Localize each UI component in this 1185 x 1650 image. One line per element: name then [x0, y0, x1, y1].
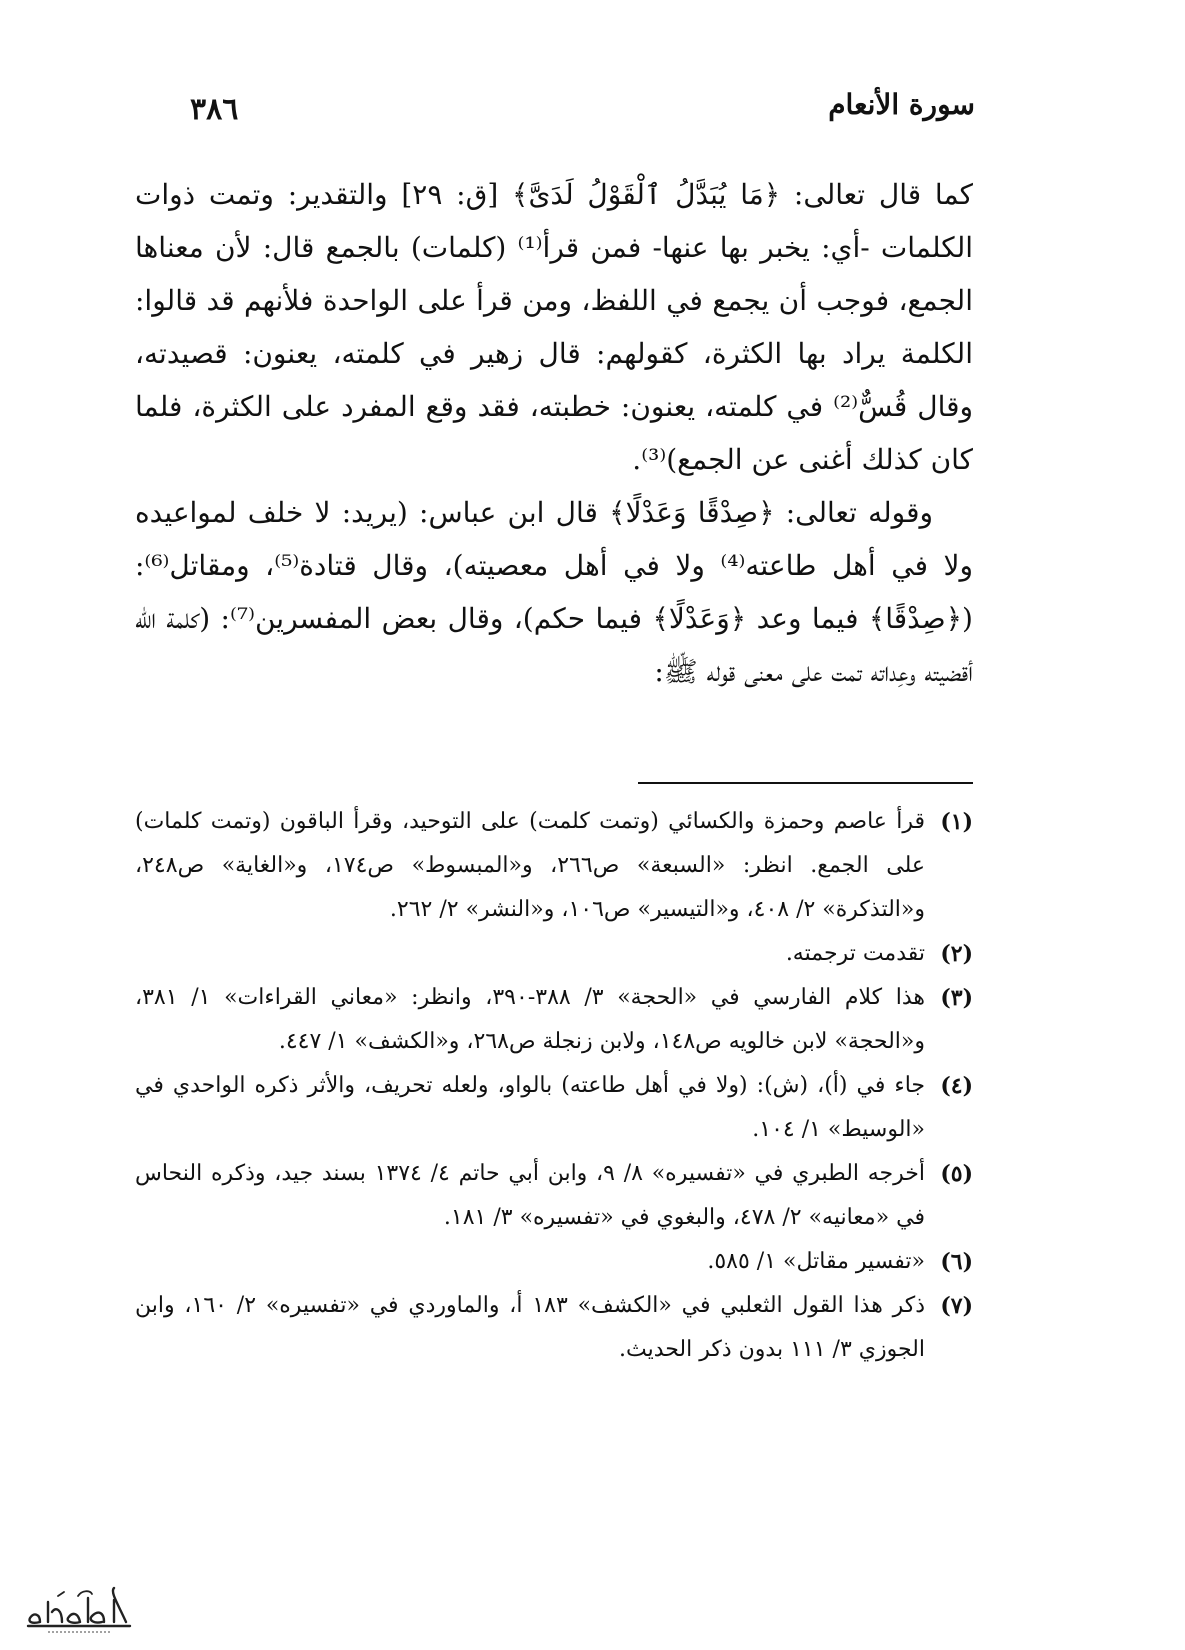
footnote-number: (٧) [940, 1293, 973, 1319]
footnote-2 [135, 932, 973, 976]
footnote-number: (٥) [940, 1161, 973, 1187]
footnote-6 [135, 1240, 973, 1284]
footnote-number: (٢) [940, 941, 973, 967]
footnote-text: أخرجه الطبري في «تفسيره» ٨/ ٩، وابن أبي حاتم ٤/ ١٣٧٤ بسند جيد، وذكره النحاس في «معانيه» ٢/ ٤٧٨، والبغوي في «تفسيره» ٣/ ١٨١. [135, 1161, 925, 1230]
page-number: ٣٨٦ [190, 92, 239, 127]
footnote-text: قرأ عاصم وحمزة والكسائي (وتمت كلمت) على التوحيد، وقرأ الباقون (وتمت كلمات) على الجمع. انظر: «السبعة» ص٢٦٦، و«المبسوط» ص١٧٤، و«الغاية» ص٢٤٨، و«التذكرة» ٢/ ٤٠٨، و«التيسير» ص١٠٦، و«النشر» ٢/ ٢٦٢. [135, 809, 925, 922]
footnote-5 [135, 1152, 973, 1240]
surah-title: سورة الأنعام [828, 88, 975, 121]
footnote-number: (٣) [940, 985, 973, 1011]
footnote-text: جاء في (أ)، (ش): (ولا في أهل طاعته) بالواو، ولعله تحريف، والأثر ذكره الواحدي في «الوسيط» ١/ ١٠٤. [135, 1073, 925, 1142]
footnote-3 [135, 976, 973, 1064]
footnote-7 [135, 1284, 973, 1372]
footnote-number: (٤) [940, 1073, 973, 1099]
footnote-number: (١) [940, 809, 973, 835]
main-text [135, 168, 973, 698]
footnote-text: تقدمت ترجمته. [785, 941, 925, 966]
footnote-4 [135, 1064, 973, 1152]
page-header [190, 88, 975, 138]
paragraph-2: وقوله تعالى: ﴿صِدْقًا وَعَدْلًا﴾ قال ابن عباس: (يريد: لا خلف لمواعيده ولا في أهل طاعته⁽⁴⁾ ولا في أهل معصيته)، وقال قتادة⁽⁵⁾، ومقاتل⁽⁶⁾: (﴿صِدْقًا﴾ فيما وعد ﴿وَعَدْلًا﴾ فيما حكم)، وقال بعض المفسرين⁽⁷⁾: (كلمة الله أقضيته وعِداته تمت على معنى قوله ﷺ: [135, 496, 974, 688]
footnote-1 [135, 800, 973, 932]
footnote-text: هذا كلام الفارسي في «الحجة» ٣/ ٣٨٨-٣٩٠، وانظر: «معاني القراءات» ١/ ٣٨١، و«الحجة» لابن خالويه ص١٤٨، ولابن زنجلة ص٢٦٨، و«الكشف» ١/ ٤٤٧. [135, 985, 926, 1054]
footnote-text: ذكر هذا القول الثعلبي في «الكشف» ١٨٣ أ، والماوردي في «تفسيره» ٢/ ١٦٠، وابن الجوزي ٣/ ١١١ بدون ذكر الحديث. [135, 1293, 926, 1362]
footnote-text: «تفسير مقاتل» ١/ ٥٨٥. [707, 1249, 925, 1274]
footnote-divider [638, 782, 973, 784]
footnotes [135, 800, 973, 1372]
paragraph-1: كما قال تعالى: ﴿مَا يُبَدَّلُ ٱلْقَوْلُ لَدَىَّ﴾ [ق: ٢٩] والتقدير: وتمت ذوات الكلمات -أي: يخبر بها عنها- فمن قرأ⁽¹⁾ (كلمات) بالجمع قال: لأن معناها الجمع، فوجب أن يجمع في اللفظ، ومن قرأ على الواحدة فلأنهم قد قالوا: الكلمة يراد بها الكثرة، كقولهم: قال زهير في كلمته، يعنون: قصيدته، وقال قُسٌّ⁽²⁾ في كلمته، يعنون: خطبته، فقد وقع المفرد على الكثرة، فلما كان كذلك أغنى عن الجمع)⁽³⁾. [135, 178, 974, 476]
footnote-number: (٦) [940, 1249, 973, 1275]
library-logo-stamp-icon [18, 1582, 138, 1637]
